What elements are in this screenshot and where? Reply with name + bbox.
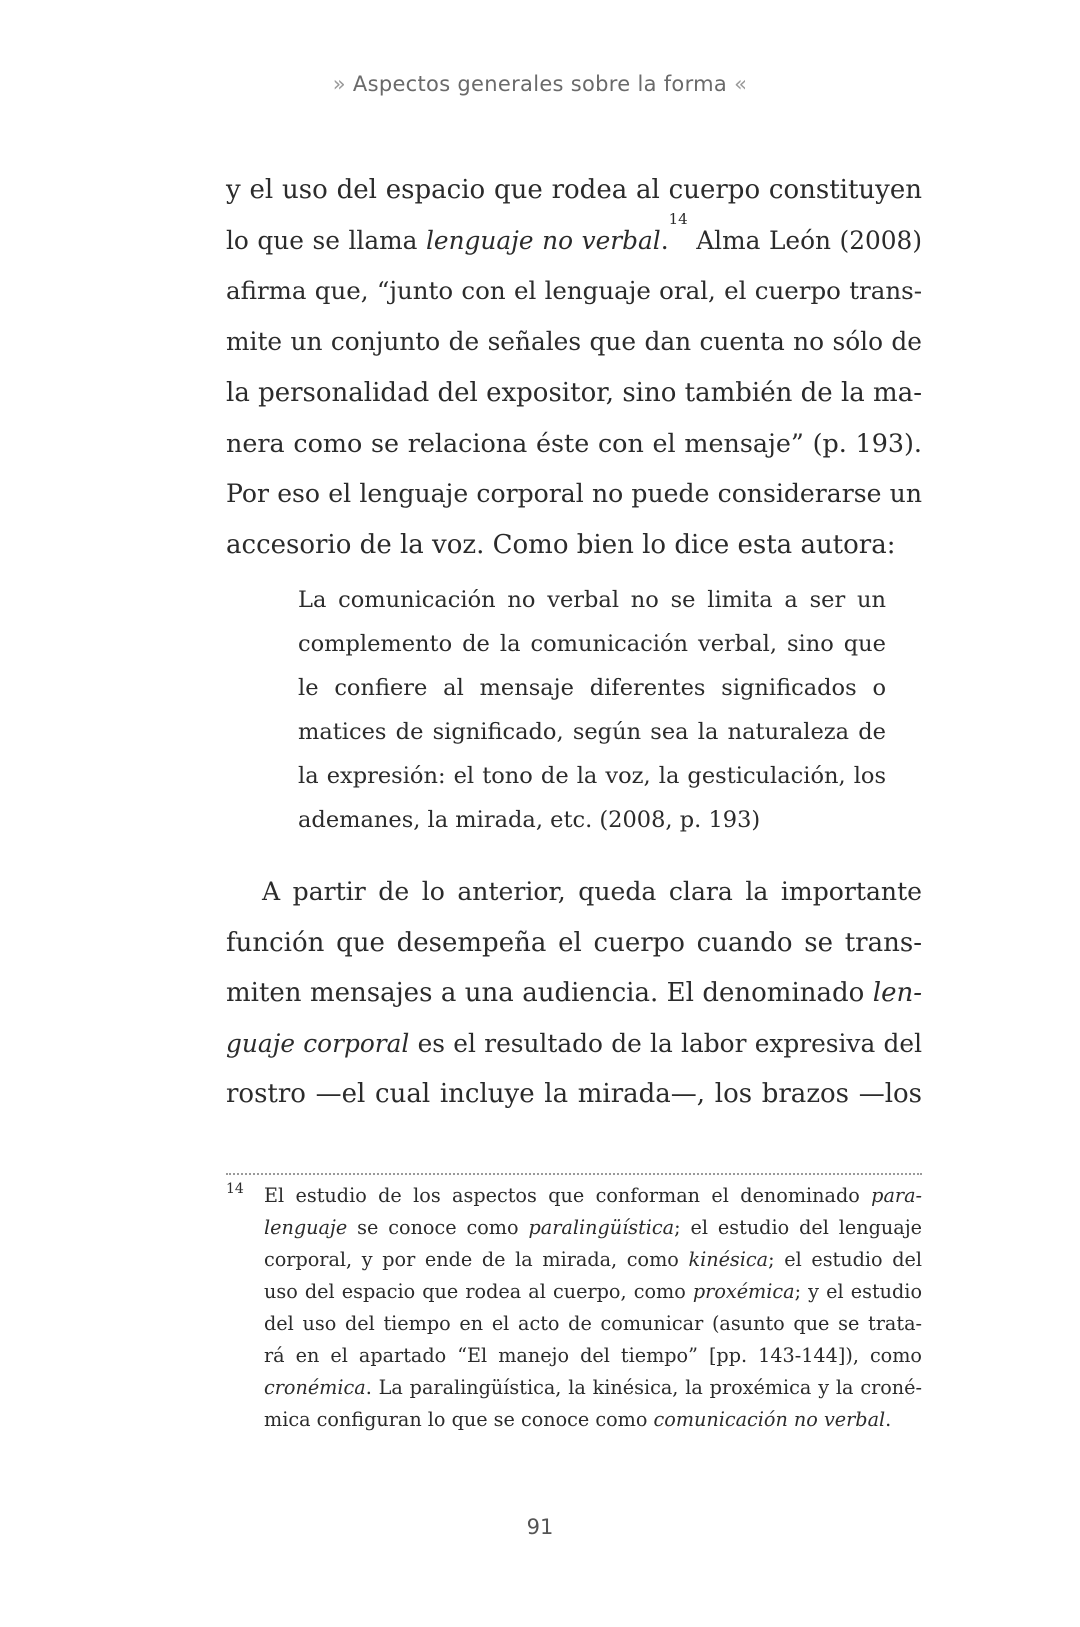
text-run: ; el estudio del xyxy=(768,1248,922,1271)
body-line: rostro —el cual incluye la mirada—, los brazos —los xyxy=(226,1079,922,1109)
italic-term: proxémica xyxy=(692,1280,795,1303)
footnote-body xyxy=(264,1180,922,1436)
footnote-number: 14 xyxy=(226,1181,244,1197)
text-run: corporal, y por ende de la mirada, como xyxy=(264,1248,689,1271)
text-run: El estudio de los aspectos que conforman el denominado xyxy=(264,1184,872,1207)
running-head-right-mark: « xyxy=(734,72,748,96)
body-line: afirma que, “junto con el lenguaje oral, el cuerpo trans- xyxy=(226,276,922,306)
italic-term: lenguaje xyxy=(264,1216,348,1239)
text-run: se conoce como xyxy=(347,1216,529,1239)
footnote-line: del uso del tiempo en el acto de comunicar (asunto que se trata- xyxy=(264,1312,922,1335)
text-run: uso del espacio que rodea al cuerpo, como xyxy=(264,1280,693,1303)
quote-line: complemento de la comunicación verbal, sino que xyxy=(298,631,886,657)
quote-line: matices de significado, según sea la naturaleza de xyxy=(298,719,886,745)
running-head-left-mark: » xyxy=(332,72,346,96)
quote-line: ademanes, la mirada, etc. (2008, p. 193) xyxy=(298,807,761,833)
footnote-line xyxy=(264,1244,922,1276)
text-run: ; y el estudio xyxy=(794,1280,922,1303)
italic-term: guaje corporal xyxy=(226,1028,410,1058)
text-run: . xyxy=(660,225,669,255)
footnote-reference[interactable]: 14 xyxy=(668,209,688,228)
footnote-line: rá en el apartado “El manejo del tiempo” [pp. 143-144]), como xyxy=(264,1344,922,1367)
footnote-line xyxy=(264,1212,922,1244)
quote-line: La comunicación no verbal no se limita a ser un xyxy=(298,587,886,613)
footnote-line xyxy=(264,1372,922,1404)
body-line: y el uso del espacio que rodea al cuerpo constituyen xyxy=(226,175,922,205)
quote-line: la expresión: el tono de la voz, la gesticulación, los xyxy=(298,763,886,789)
italic-term: para- xyxy=(871,1184,922,1207)
text-run: miten mensajes a una audiencia. El denominado xyxy=(226,978,873,1008)
italic-term: paralingüística xyxy=(528,1216,675,1239)
body-line: A partir de lo anterior, queda clara la importante xyxy=(262,877,922,906)
italic-term: comunicación no verbal xyxy=(653,1408,886,1431)
footnote-line xyxy=(264,1276,922,1308)
body-line: nera como se relaciona éste con el mensaje” (p. 193). xyxy=(226,428,922,459)
body-line: accesorio de la voz. Como bien lo dice esta autora: xyxy=(226,529,896,560)
italic-term: kinésica xyxy=(688,1248,769,1271)
text-run: . xyxy=(885,1408,892,1431)
footnote xyxy=(226,1180,922,1436)
running-head-title: Aspectos generales sobre la forma xyxy=(352,72,728,96)
footnote-line xyxy=(264,1404,922,1436)
italic-term: lenguaje no verbal xyxy=(425,225,661,255)
text-run: lo que se llama xyxy=(226,225,426,255)
body-line: Por eso el lenguaje corporal no puede considerarse un xyxy=(226,479,922,509)
body-line xyxy=(226,1019,922,1070)
footnote-line xyxy=(264,1180,922,1212)
body-paragraph-1 xyxy=(226,165,922,571)
footnote-separator xyxy=(226,1173,922,1175)
text-run: es el resultado de la labor expresiva del xyxy=(409,1028,922,1058)
body-line: función que desempeña el cuerpo cuando se trans- xyxy=(226,927,922,958)
body-line xyxy=(226,968,922,1019)
body-paragraph-2 xyxy=(226,867,922,1120)
body-line: mite un conjunto de señales que dan cuenta no sólo de xyxy=(226,327,922,357)
body-line: la personalidad del expositor, sino también de la ma- xyxy=(226,377,922,408)
text-run: ; el estudio del lenguaje xyxy=(674,1216,923,1239)
italic-term: len- xyxy=(872,978,922,1008)
text-run: . La paralingüística, la kinésica, la proxémica y la croné- xyxy=(365,1376,922,1399)
quote-line: le confiere al mensaje diferentes significados o xyxy=(298,675,886,701)
italic-term: cronémica xyxy=(264,1376,366,1399)
running-head xyxy=(0,72,1080,96)
text-run: Alma León (2008) xyxy=(687,225,923,255)
body-line xyxy=(226,209,923,267)
page-number: 91 xyxy=(526,1515,554,1539)
text-run: mica configuran lo que se conoce como xyxy=(264,1408,654,1431)
block-quote xyxy=(298,578,886,842)
